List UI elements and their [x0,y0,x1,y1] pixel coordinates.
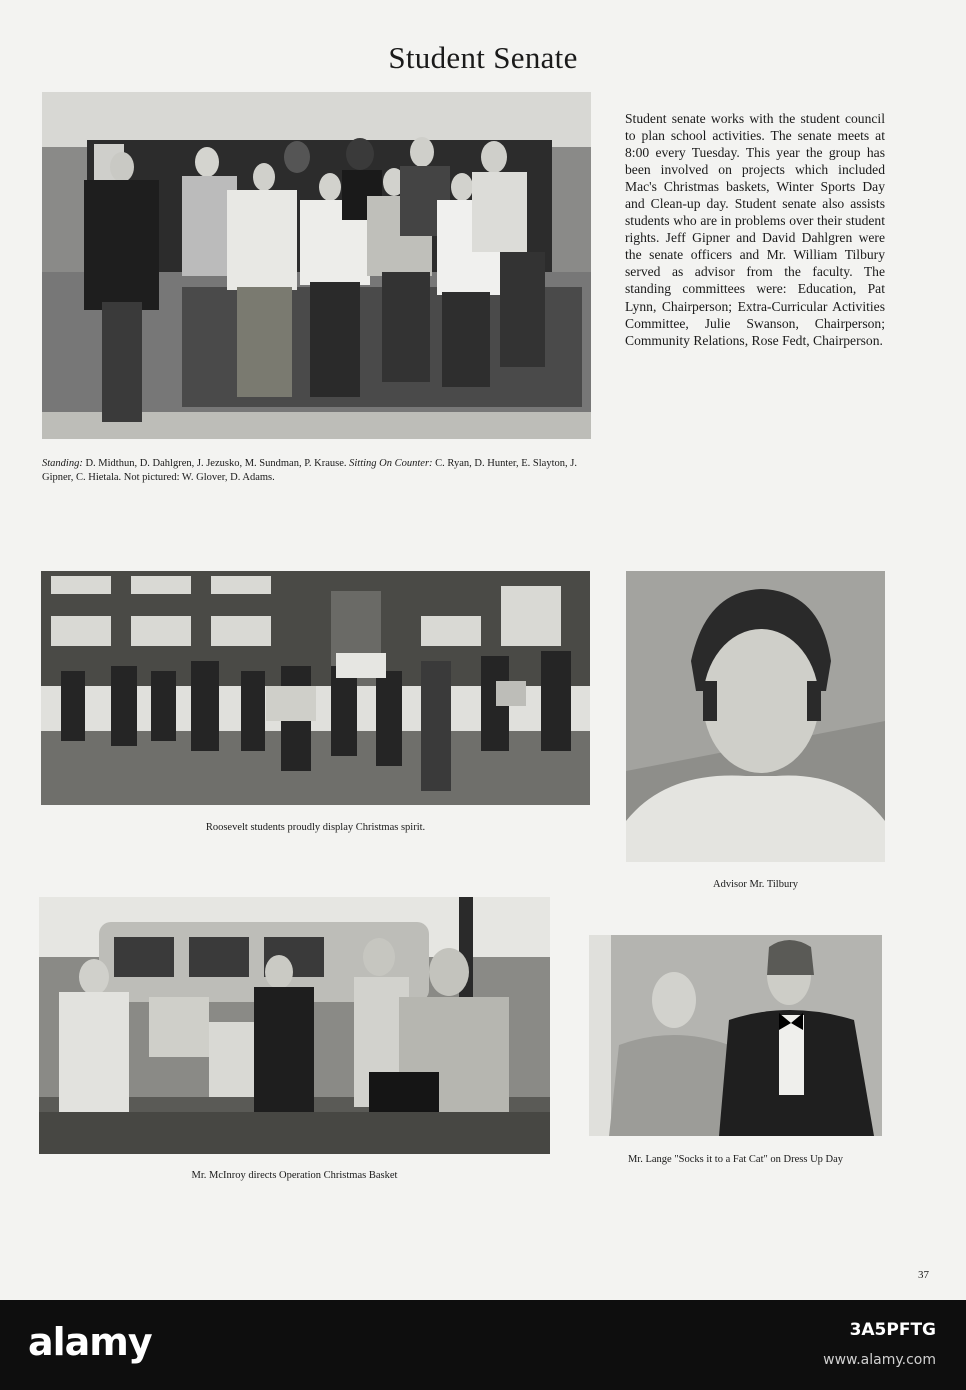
image-id: 3A5PFTG [849,1320,936,1340]
advisor-portrait-photo [626,571,885,862]
sitting-names: C. Ryan, D. Hunter, E. Slayton, J. Gipner, C. Hietala. Not pictured: W. Glover, D. Adams. [42,458,577,483]
group-photo-caption [42,457,597,485]
article-body: Student senate works with the student council to plan school activities. The senate meets at 8:00 every Tuesday. This year the group has been involved on projects which included Mac's Christmas baskets, Winter Sports Day and Clean-up day. Student senate also assists students who are in problems over their student rights. Jeff Gipner and David Dahlgren were the senate officers and Mr. William Tilbury served as advisor from the faculty. The standing committees were: Education, Pat Lynn, Chairperson; Extra-Curricular Activities Committee, Julie Swanson, Chairperson; Community Relations, Rose Fedt, Chairperson. [625,111,885,348]
footer-url: www.alamy.com [823,1352,936,1368]
watermark-footer [0,1300,966,1390]
basket-caption: Mr. McInroy directs Operation Christmas Basket [191,1170,398,1181]
page-number: 37 [918,1269,929,1281]
christmas-basket-photo [39,897,550,1154]
alamy-logo: alamy [28,1320,152,1364]
standing-label: Standing: [42,458,83,469]
dress-up-day-photo [589,935,882,1136]
dress-up-caption: Mr. Lange "Socks it to a Fat Cat" on Dress Up Day [627,1154,844,1165]
advisor-caption: Advisor Mr. Tilbury [713,879,798,890]
sitting-label: Sitting On Counter: [349,458,433,469]
christmas-parade-photo [41,571,590,805]
standing-names: D. Midthun, D. Dahlgren, J. Jezusko, M. Sundman, P. Krause. [82,458,350,469]
page-title: Student Senate [388,40,578,75]
parade-caption: Roosevelt students proudly display Christmas spirit. [205,822,426,833]
student-senate-group-photo [42,92,591,439]
